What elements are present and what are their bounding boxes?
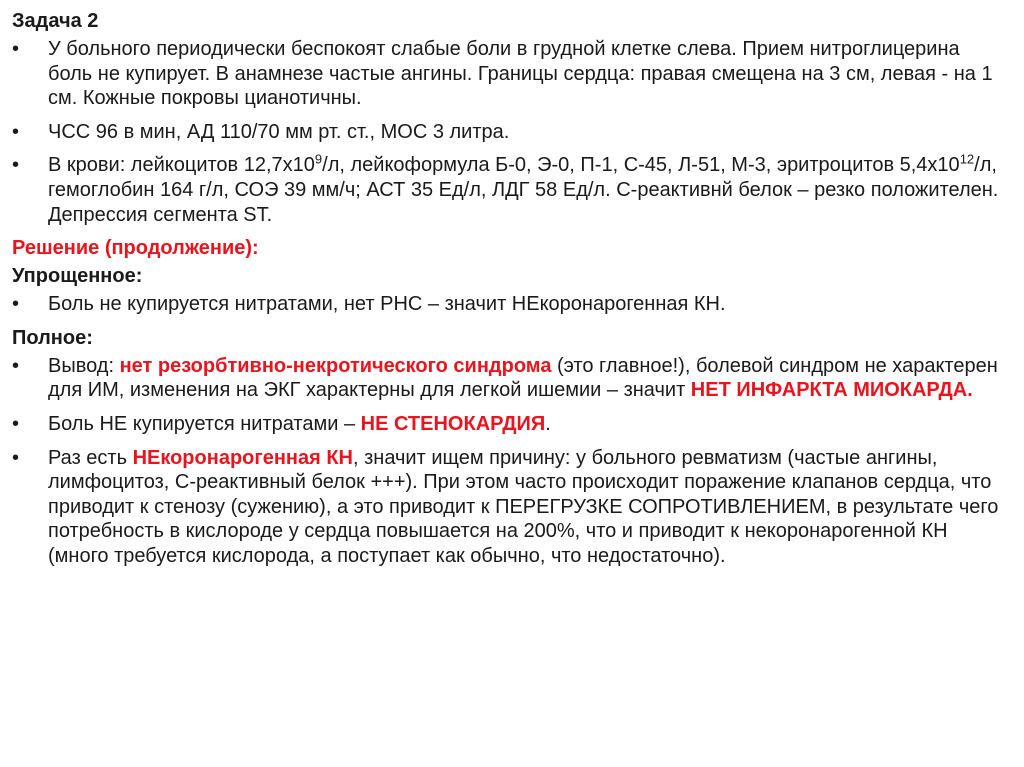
vitals-text: ЧСС 96 в мин, АД 110/70 мм рт. ст., МОС 3 литра.	[48, 120, 510, 143]
list-item: • В крови: лейкоцитов $12,7х10^9/л$, лейкоформула Б-0, Э-0, П-1, С-45, Л-51, М-3, эритроцитов $5,4х10^{12}/л$, гемоглобин 164 г/л, СОЭ 39 мм/ч; АСТ 35 Ед/л, ЛДГ 58 Ед/л. С-реактивнй белок – резко положителен. Депрессия сегмента ST.	[12, 151, 999, 226]
solution-title: Решение (продолжение):	[12, 237, 259, 260]
blood-text: В крови: лейкоцитов $12,7х10^9/л$, лейкоформула Б-0, Э-0, П-1, С-45, Л-51, М-3, эритроцитов $5,4х10^{12}/л$, гемоглобин 164 г/л, СОЭ 39 мм/ч; АСТ 35 Ед/л, ЛДГ 58 Ед/л. С-реактивнй белок – резко положителен. Депрессия сегмента ST.	[48, 151, 999, 226]
list-item: • Раз есть НЕкоронарогенная КН, значит ищем причину: у больного ревматизм (частые ангины, лимфоцитоз, С-реактивный белок +++). При этом часто происходит поражение клапанов сердца, что приводит к стенозу (сужению), а это приводит к ПЕРЕГРУЗКЕ СОПРОТИВЛЕНИЕМ, в результате чего потребность в кислороде у сердца повышается на 200%, что и приводит к некоронарогенной КН (много требуется кислорода, а поступает как обычно, что недостаточно).	[12, 446, 999, 567]
list-item: • Боль не купируется нитратами, нет РНС – значит НЕкоронарогенная КН.	[12, 293, 726, 316]
simplified-title: Упрощенное:	[12, 265, 143, 288]
list-item: • У больного периодически беспокоят слабые боли в грудной клетке слева. Прием нитроглицерина боль не купирует. В анамнезе частые ангины. Границы сердца: правая смещена на 3 см, левая - на 1 см. Кожные покровы цианотичны.	[12, 38, 993, 110]
full-bullets	[12, 354, 1006, 569]
cause-text: Раз есть НЕкоронарогенная КН, значит ищем причину: у больного ревматизм (частые ангины, лимфоцитоз, С-реактивный белок +++). При этом часто происходит поражение клапанов сердца, что приводит к стенозу (сужению), а это приводит к ПЕРЕГРУЗКЕ СОПРОТИВЛЕНИЕМ, в результате чего потребность в кислороде у сердца повышается на 200%, что и приводит к некоронарогенной КН (много требуется кислорода, а поступает как обычно, что недостаточно).	[48, 446, 999, 567]
full-title: Полное:	[12, 326, 93, 349]
task-bullets	[12, 37, 1006, 227]
simplified-bullets	[12, 292, 1006, 317]
simplified-text: Боль не купируется нитратами, нет РНС – значит НЕкоронарогенная КН.	[48, 293, 726, 316]
list-item: • Вывод: нет резорбтивно-некротического синдрома (это главное!), болевой синдром не характерен для ИМ, изменения на ЭКГ характерны для легкой ишемии – значит НЕТ ИНФАРКТА МИОКАРДА.	[12, 354, 998, 402]
list-item: • Боль НЕ купируется нитратами – НЕ СТЕНОКАРДИЯ.	[12, 412, 551, 435]
no-angina-text: Боль НЕ купируется нитратами – НЕ СТЕНОКАРДИЯ.	[48, 412, 551, 435]
conclusion-text: Вывод: нет резорбтивно-некротического синдрома (это главное!), болевой синдром не характерен для ИМ, изменения на ЭКГ характерны для легкой ишемии – значит НЕТ ИНФАРКТА МИОКАРДА.	[48, 354, 998, 402]
complaints-text: У больного периодически беспокоят слабые боли в грудной клетке слева. Прием нитроглицерина боль не купирует. В анамнезе частые ангины. Границы сердца: правая смещена на 3 см, левая - на 1 см. Кожные покровы цианотичны.	[48, 38, 993, 110]
list-item: • ЧСС 96 в мин, АД 110/70 мм рт. ст., МОС 3 литра.	[12, 120, 510, 143]
task-title: Задача 2	[12, 10, 99, 32]
